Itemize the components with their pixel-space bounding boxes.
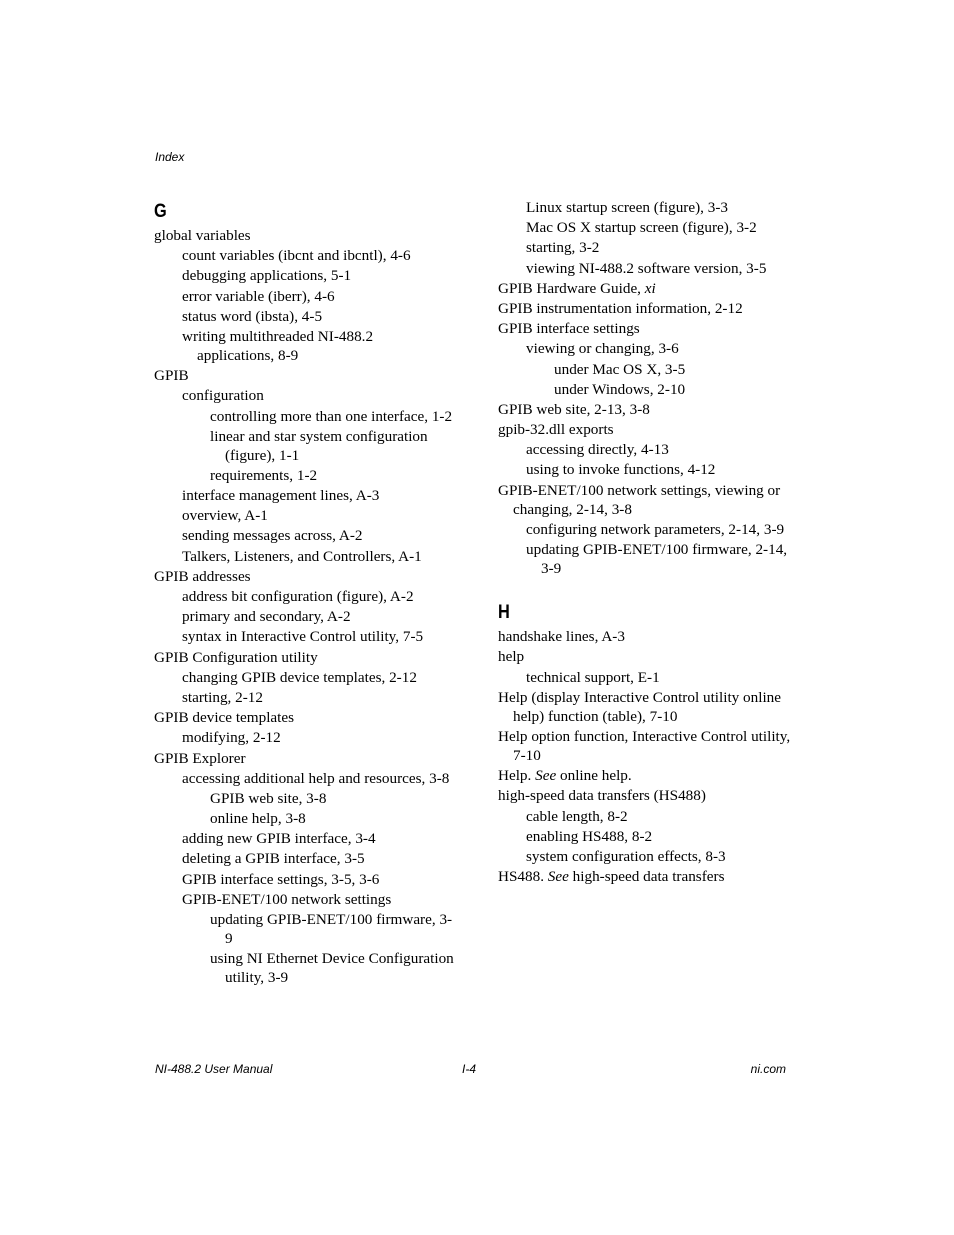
index-entry-italic: xi xyxy=(644,279,656,297)
index-entry xyxy=(498,867,798,886)
index-entry xyxy=(498,400,798,419)
index-entry-text: GPIB xyxy=(154,367,189,385)
index-entry-text: controlling more than one interface, 1-2 xyxy=(210,407,453,425)
index-entry-text: cable length, 8-2 xyxy=(526,807,628,825)
index-entry-text: status word (ibsta), 4-5 xyxy=(182,307,323,325)
index-entry xyxy=(554,360,798,379)
index-entry xyxy=(526,198,798,217)
index-entry xyxy=(526,847,798,866)
index-entry xyxy=(182,829,454,848)
index-entry xyxy=(498,481,798,519)
index-entry-text: error variable (iberr), 4-6 xyxy=(182,287,335,305)
index-entry-text: system configuration effects, 8-3 xyxy=(526,847,726,865)
section-gap xyxy=(498,579,798,599)
index-entry xyxy=(498,299,798,318)
index-entry xyxy=(526,668,798,687)
index-entry-text: updating GPIB-ENET/100 firmware, 2-14, 3-9 xyxy=(526,541,788,577)
index-entry xyxy=(182,547,454,566)
index-entry xyxy=(526,238,798,257)
index-entry xyxy=(182,307,454,326)
index-entry-text: online help, 3-8 xyxy=(210,810,306,828)
index-entry xyxy=(526,540,798,578)
index-entry xyxy=(182,627,454,646)
index-entry-text: interface management lines, A-3 xyxy=(182,487,380,505)
index-entry-text: primary and secondary, A-2 xyxy=(182,608,351,626)
index-entry-text: GPIB-ENET/100 network settings, viewing or changing, 2-14, 3-8 xyxy=(498,481,781,518)
index-entry xyxy=(210,407,454,426)
index-entry-text: GPIB interface settings, 3-5, 3-6 xyxy=(182,870,380,888)
index-entry xyxy=(210,809,454,828)
index-entry xyxy=(498,627,798,646)
index-entry xyxy=(182,246,454,265)
index-entry-text: changing GPIB device templates, 2-12 xyxy=(182,668,417,686)
index-entry xyxy=(154,567,454,586)
index-entry-text: deleting a GPIB interface, 3-5 xyxy=(182,850,365,868)
running-header: Index xyxy=(155,150,185,164)
index-entry-text: GPIB interface settings xyxy=(498,320,640,338)
index-entry-text: GPIB web site, 3-8 xyxy=(210,789,327,807)
index-entry-text: GPIB addresses xyxy=(154,567,251,585)
index-entry-text: sending messages across, A-2 xyxy=(182,527,363,545)
footer-website: ni.com xyxy=(750,1062,786,1076)
index-entry xyxy=(182,486,454,505)
index-entry xyxy=(526,440,798,459)
index-entry xyxy=(526,218,798,237)
index-entry xyxy=(182,688,454,707)
index-entry xyxy=(182,728,454,747)
index-entry xyxy=(182,266,454,285)
index-entry xyxy=(554,380,798,399)
index-entry xyxy=(526,460,798,479)
index-entry xyxy=(526,339,798,358)
index-entry-text: configuring network parameters, 2-14, 3-9 xyxy=(526,520,785,538)
index-entry xyxy=(182,769,454,788)
index-entry-italic: See xyxy=(547,868,569,886)
index-entry xyxy=(154,226,454,245)
index-entry xyxy=(182,327,454,365)
index-entry-text: Help (display Interactive Control utility online help) function (table), 7-10 xyxy=(498,688,782,725)
index-entry-text: GPIB device templates xyxy=(154,709,295,727)
index-entry xyxy=(182,870,454,889)
index-entry-text: configuration xyxy=(182,387,264,405)
index-entry-text: technical support, E-1 xyxy=(526,668,660,686)
index-entry xyxy=(210,910,454,948)
index-entry-text: count variables (ibcnt and ibcntl), 4-6 xyxy=(182,247,411,265)
index-entry xyxy=(182,287,454,306)
index-column-left xyxy=(154,198,454,988)
index-entry-text: syntax in Interactive Control utility, 7-5 xyxy=(182,628,424,646)
index-entry-text: Mac OS X startup screen (figure), 3-2 xyxy=(526,219,757,237)
index-entry xyxy=(182,587,454,606)
index-entry xyxy=(526,827,798,846)
index-entry-text: GPIB web site, 2-13, 3-8 xyxy=(498,400,650,418)
index-entry-text: Help. xyxy=(498,767,536,785)
index-entry xyxy=(182,506,454,525)
index-entry xyxy=(498,688,798,726)
index-entry xyxy=(210,789,454,808)
index-entry-text: Help option function, Interactive Control utility, 7-10 xyxy=(498,727,791,764)
index-entry xyxy=(498,786,798,805)
index-entry-text: global variables xyxy=(154,227,251,244)
index-entry xyxy=(498,647,798,666)
index-entry-text: debugging applications, 5-1 xyxy=(182,267,352,285)
index-entry-text: help xyxy=(498,648,525,666)
index-entry xyxy=(210,466,454,485)
footer-manual-title: NI-488.2 User Manual xyxy=(155,1062,273,1076)
index-entry-text: writing multithreaded NI-488.2 applications, 8-9 xyxy=(182,327,374,364)
index-entry-text: accessing additional help and resources, 3-8 xyxy=(182,769,450,787)
index-entry-text: updating GPIB-ENET/100 firmware, 3-9 xyxy=(210,911,453,947)
index-column-right xyxy=(498,198,798,887)
index-entry-text: requirements, 1-2 xyxy=(210,466,318,484)
index-entry-text: HS488. xyxy=(498,868,548,886)
index-entry xyxy=(154,708,454,727)
index-entry-text: address bit configuration (figure), A-2 xyxy=(182,588,414,605)
index-entry-text-after: high-speed data transfers xyxy=(568,868,725,886)
index-entry-text: starting, 3-2 xyxy=(526,239,600,257)
index-entry-text: high-speed data transfers (HS488) xyxy=(498,787,706,805)
index-entry-text: linear and star system configuration (figure), 1-1 xyxy=(210,427,428,464)
index-entry-text: Talkers, Listeners, and Controllers, A-1 xyxy=(182,547,422,565)
index-entry-italic: See xyxy=(535,767,557,785)
index-entry xyxy=(498,766,798,785)
index-entry-text: GPIB instrumentation information, 2-12 xyxy=(498,299,743,317)
index-entry xyxy=(498,420,798,439)
index-entry xyxy=(526,520,798,539)
index-entry xyxy=(526,807,798,826)
index-entry-text: viewing NI-488.2 software version, 3-5 xyxy=(526,259,767,277)
index-entry xyxy=(182,849,454,868)
index-entry-text: handshake lines, A-3 xyxy=(498,628,625,646)
index-entry xyxy=(154,749,454,768)
index-entry-text: GPIB Configuration utility xyxy=(154,648,318,666)
index-entry xyxy=(182,386,454,405)
index-entry xyxy=(210,949,454,987)
index-entry-text: adding new GPIB interface, 3-4 xyxy=(182,830,376,848)
index-entry-text: under Windows, 2-10 xyxy=(554,380,686,398)
index-entry xyxy=(182,890,454,909)
index-entry xyxy=(154,366,454,385)
index-entry xyxy=(182,526,454,545)
index-entry xyxy=(498,279,798,298)
index-entry-text: overview, A-1 xyxy=(182,507,268,525)
index-entry xyxy=(210,427,454,465)
index-entry-text: enabling HS488, 8-2 xyxy=(526,827,653,845)
index-entry xyxy=(526,259,798,278)
footer-page-number: I-4 xyxy=(462,1062,477,1076)
index-entry-text: GPIB Explorer xyxy=(154,749,246,767)
index-section-letter: G xyxy=(154,201,167,222)
index-entry-text: using to invoke functions, 4-12 xyxy=(526,461,716,479)
index-entry-text: accessing directly, 4-13 xyxy=(526,441,669,459)
index-entry xyxy=(498,727,798,765)
index-section-letter: H xyxy=(498,602,510,624)
index-entry-text: gpib-32.dll exports xyxy=(498,421,614,439)
index-entry-text: using NI Ethernet Device Configuration utility, 3-9 xyxy=(210,950,454,987)
index-entry-text: under Mac OS X, 3-5 xyxy=(554,360,686,378)
index-entry-text: GPIB Hardware Guide, xyxy=(498,279,645,297)
index-entry-text: Linux startup screen (figure), 3-3 xyxy=(526,199,729,216)
index-entry xyxy=(154,648,454,667)
index-entry-text-after: online help. xyxy=(556,767,632,785)
index-entry-text: modifying, 2-12 xyxy=(182,729,281,747)
index-entry xyxy=(182,607,454,626)
index-entry-text: starting, 2-12 xyxy=(182,688,263,706)
index-entry-text: viewing or changing, 3-6 xyxy=(526,340,679,358)
index-entry xyxy=(498,319,798,338)
index-entry-text: GPIB-ENET/100 network settings xyxy=(182,890,392,908)
index-entry xyxy=(182,668,454,687)
